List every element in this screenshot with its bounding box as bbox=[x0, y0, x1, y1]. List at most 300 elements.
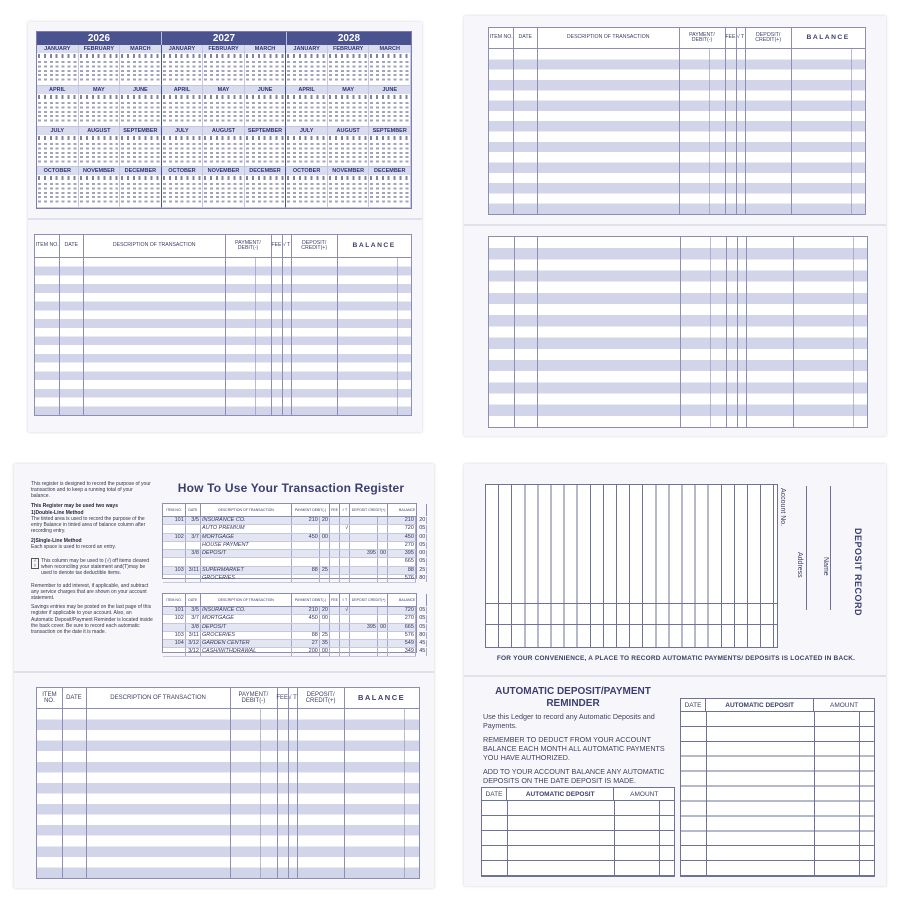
calendar-day-numbers bbox=[38, 182, 77, 204]
calendar-month bbox=[203, 127, 245, 168]
sample-cell-date: 3/11 bbox=[186, 632, 201, 639]
calendar-weekday-row bbox=[80, 95, 119, 99]
col-date-header: DATE bbox=[62, 688, 87, 708]
sample-cell-pay: 210 bbox=[292, 607, 320, 614]
calendar-month bbox=[79, 86, 121, 127]
howto-title: How To Use Your Transaction Register bbox=[177, 481, 405, 495]
calendar-day-numbers bbox=[246, 101, 285, 123]
calendar-month bbox=[328, 86, 370, 127]
calendar-day-numbers bbox=[246, 142, 285, 164]
sample-row bbox=[163, 550, 426, 558]
sample-cell-desc: GARDEN CENTER bbox=[201, 640, 292, 647]
calendar-year: 2026 bbox=[37, 32, 162, 45]
register-cents-divider bbox=[397, 258, 398, 415]
transaction-register-table bbox=[36, 687, 420, 879]
register-column-divider bbox=[737, 237, 738, 427]
sample-row bbox=[163, 566, 426, 575]
auto-table-divider bbox=[507, 801, 508, 876]
register-cents-divider bbox=[709, 49, 710, 214]
register-body bbox=[489, 49, 865, 214]
register-rows bbox=[489, 49, 865, 214]
col-description-header: DESCRIPTION OF TRANSACTION bbox=[537, 28, 680, 48]
howto-instructions bbox=[31, 481, 153, 638]
register-body bbox=[489, 237, 867, 427]
sample-cell-payc bbox=[320, 525, 330, 532]
sample-cell-item: 102 bbox=[163, 534, 186, 541]
sample-cell-balc: 20 bbox=[416, 517, 427, 524]
calendar-day-numbers bbox=[370, 101, 409, 123]
sample-cell-bal: 576 bbox=[388, 632, 416, 639]
sample-cell-pay: 27 bbox=[292, 640, 320, 647]
calendar-weekday-row bbox=[80, 176, 119, 180]
col-balance-header: BALANCE bbox=[357, 693, 406, 703]
col-deposit-header: DEPOSIT/ CREDIT(+) bbox=[297, 688, 345, 708]
sample-cell-payc bbox=[320, 558, 330, 565]
auto-table-divider bbox=[814, 712, 815, 876]
register-column-divider bbox=[791, 49, 792, 214]
sample-cell-fee bbox=[330, 615, 340, 622]
sample-cell-payc: 00 bbox=[321, 648, 328, 655]
sample-cell-fee bbox=[330, 607, 340, 614]
sample-cell-depc bbox=[378, 648, 388, 655]
calendar-month-name: JUNE bbox=[120, 86, 161, 94]
sample-row bbox=[163, 631, 426, 640]
calendar-month bbox=[79, 167, 121, 208]
register-column-divider bbox=[680, 237, 681, 427]
howto-savings: Savings entries may be posted on the last page of this register if applicable to your account. Also, an Automatic Deposit/Payment Reminder is located inside the back cover. Be sure to record each automatic transaction on the date it is made. bbox=[31, 604, 153, 636]
calendar-month-name: APRIL bbox=[286, 86, 327, 94]
sample-row bbox=[163, 640, 426, 648]
calendar-month bbox=[328, 167, 370, 208]
sample-cell-fee bbox=[330, 534, 340, 541]
calendar-month-name: JULY bbox=[37, 127, 78, 135]
sample-cell-item bbox=[163, 525, 186, 532]
sample-cell-date bbox=[186, 575, 201, 582]
page-fold bbox=[464, 224, 886, 226]
calendar-year: 2028 bbox=[337, 33, 361, 44]
calendar-month-name: DECEMBER bbox=[369, 167, 410, 175]
sample-cell-chk bbox=[340, 615, 350, 622]
calendar-month-name: MAY bbox=[328, 86, 369, 94]
sample-cell-pay: 210 bbox=[292, 517, 320, 524]
register-column-divider bbox=[62, 709, 63, 878]
sample-cell-fee bbox=[330, 648, 340, 655]
calendar-weekday-row bbox=[204, 95, 243, 99]
sample-row bbox=[163, 607, 426, 615]
sample-row bbox=[163, 541, 426, 550]
calendar-day-numbers bbox=[204, 60, 243, 82]
sample-cell-date: 3/5 bbox=[186, 517, 201, 524]
sample-header-cell: ITEM NO. bbox=[163, 594, 186, 606]
sample-cell-balc: 00 bbox=[416, 550, 427, 557]
sample-row bbox=[163, 575, 426, 583]
calendar-day-numbers bbox=[370, 142, 409, 164]
sample-cell-item bbox=[163, 575, 186, 582]
calendar-day-numbers bbox=[204, 142, 243, 164]
sample-cell-depc bbox=[378, 517, 388, 524]
calendar-weekday-row bbox=[163, 54, 202, 58]
sample-cell-fee bbox=[330, 558, 340, 565]
calendar-month-name: FEBRUARY bbox=[328, 45, 369, 53]
calendar-weekday-row bbox=[287, 176, 326, 180]
sample-cell-balc: 05 bbox=[416, 607, 427, 614]
sample-cell-payc: 25 bbox=[321, 566, 328, 573]
calendar-month bbox=[245, 45, 287, 86]
howto-single-title: 2)Single-Line Method bbox=[31, 537, 82, 544]
calendar-weekday-row bbox=[121, 54, 160, 58]
sample-cell-bal: 665 bbox=[388, 558, 416, 565]
calendar-weekday-row bbox=[370, 95, 409, 99]
register-column-divider bbox=[344, 709, 345, 878]
register-column-divider bbox=[297, 709, 298, 878]
calendar-month-name: FEBRUARY bbox=[203, 45, 244, 53]
sample-cell-balc: 45 bbox=[416, 648, 427, 655]
sample-cell-dep bbox=[350, 534, 378, 541]
calendar-month bbox=[369, 45, 411, 86]
calendar-month-name: AUGUST bbox=[79, 127, 120, 135]
automatic-deposit-table-small bbox=[481, 787, 675, 877]
calendar-month-name: JUNE bbox=[369, 86, 410, 94]
sample-cell-bal: 450 bbox=[388, 534, 416, 541]
sample-cell-depc: 00 bbox=[379, 623, 387, 630]
sample-cell-dep bbox=[350, 607, 378, 614]
auto-table-header-cell: DATE bbox=[681, 699, 706, 711]
sample-header-cell: FEE bbox=[330, 504, 340, 516]
register-column-divider bbox=[288, 709, 289, 878]
auto-table-header-cell: AMOUNT bbox=[829, 701, 859, 709]
sample-cell-fee bbox=[330, 640, 340, 647]
calendar-month bbox=[79, 45, 121, 86]
sample-cell-dep bbox=[350, 525, 378, 532]
sample-cell-bal: 576 bbox=[388, 575, 416, 582]
calendar-month bbox=[162, 127, 204, 168]
sample-cell-balc: 05 bbox=[416, 558, 427, 565]
register-column-divider bbox=[230, 709, 231, 878]
sample-cell-balc: 05 bbox=[416, 615, 427, 622]
deposit-record-grid bbox=[485, 484, 778, 648]
register-column-divider bbox=[537, 49, 538, 214]
sample-cell-balc: 05 bbox=[416, 624, 427, 631]
register-column-divider bbox=[514, 237, 515, 427]
calendar-weekday-row bbox=[246, 176, 285, 180]
calendar-day-numbers bbox=[163, 142, 202, 164]
sample-cell-fee bbox=[330, 517, 340, 524]
sample-row bbox=[163, 648, 426, 656]
calendar-month-name: MARCH bbox=[245, 45, 286, 53]
sample-cell-fee bbox=[330, 567, 340, 574]
calendar-month-name: MARCH bbox=[120, 45, 161, 53]
auto-table-divider bbox=[859, 712, 860, 876]
calendar-month bbox=[245, 127, 287, 168]
sample-row bbox=[163, 533, 426, 542]
sample-cell-pay: 88 bbox=[292, 632, 320, 639]
col-fee-header: FEE bbox=[271, 235, 283, 257]
calendar-month bbox=[203, 86, 245, 127]
sample-cell-pay: 450 bbox=[292, 534, 320, 541]
sample-row bbox=[163, 517, 426, 525]
col-date-header: DATE bbox=[59, 235, 84, 257]
sample-header-row bbox=[163, 504, 416, 517]
col-check-header: √ T bbox=[282, 235, 292, 257]
sample-cell-depc bbox=[378, 615, 388, 622]
sample-cell-date: 3/8 bbox=[186, 550, 201, 557]
calendar-month bbox=[328, 127, 370, 168]
deposit-record-box-line bbox=[830, 486, 831, 610]
calendar-weekday-row bbox=[38, 54, 77, 58]
howto-double-text: The tinted area is used to record the purpose of the entry Balance in tinted area of balance column after recording entry. bbox=[31, 516, 146, 535]
howto-two-ways: This Register may be used two ways bbox=[31, 502, 118, 509]
calendar-month bbox=[37, 167, 79, 208]
howto-double-title: 1)Double-Line Method bbox=[31, 509, 84, 516]
sample-cell-chk bbox=[340, 534, 350, 541]
calendar-month-name: MAY bbox=[79, 86, 120, 94]
calendar-month-name: NOVEMBER bbox=[79, 167, 120, 175]
sample-cell-dep bbox=[350, 615, 378, 622]
calendar-weekday-row bbox=[163, 176, 202, 180]
sample-cell-desc: MORTGAGE bbox=[201, 615, 292, 622]
sample-cell-dep bbox=[350, 632, 378, 639]
register-column-divider bbox=[282, 258, 283, 415]
sample-cell-dep: 395 bbox=[350, 624, 378, 631]
col-deposit-header: DEPOSIT/ CREDIT(+) bbox=[745, 28, 792, 48]
calendar-weekday-row bbox=[246, 136, 285, 140]
deposit-grid-line bbox=[486, 603, 777, 604]
sample-header-cell: PAYMENT DEBIT(-) bbox=[292, 594, 330, 606]
register-column-divider bbox=[83, 258, 84, 415]
calendar-month bbox=[120, 86, 162, 127]
calendar-month bbox=[245, 86, 287, 127]
col-item-no-header: ITEM NO. bbox=[37, 688, 63, 708]
col-deposit-header: DEPOSIT/ CREDIT(+) bbox=[291, 235, 338, 257]
sample-cell-payc bbox=[320, 575, 330, 582]
calendar-2026-2028 bbox=[36, 31, 412, 209]
auto-table-rows bbox=[482, 801, 674, 876]
sample-cell-payc: 00 bbox=[321, 615, 328, 622]
sample-cell-desc: INSURANCE CO. bbox=[201, 517, 292, 524]
calendar-month bbox=[203, 167, 245, 208]
calendar-month-name: JULY bbox=[286, 127, 327, 135]
calendar-day-numbers bbox=[370, 182, 409, 204]
calendar-month bbox=[37, 45, 79, 86]
calendar-weekday-row bbox=[121, 95, 160, 99]
register-column-divider bbox=[746, 237, 747, 427]
sample-cell-payc: 00 bbox=[321, 533, 328, 540]
sample-cell-bal: 88 bbox=[388, 567, 416, 574]
sample-cell-bal: 395 bbox=[388, 550, 416, 557]
sample-cell-bal: 720 bbox=[388, 607, 416, 614]
auto-table-divider bbox=[706, 712, 707, 876]
col-payment-header: PAYMENT/ DEBIT(-) bbox=[230, 688, 277, 708]
sample-cell-bal: 270 bbox=[388, 615, 416, 622]
col-item-no-header: ITEM NO. bbox=[35, 235, 60, 257]
register-rows bbox=[489, 237, 867, 427]
sample-cell-chk bbox=[340, 542, 350, 549]
deposit-record-box-line bbox=[806, 486, 807, 610]
sample-cell-desc: CASH/WITHDRAWAL bbox=[201, 648, 292, 655]
calendar-day-numbers bbox=[329, 182, 368, 204]
calendar-weekday-row bbox=[287, 95, 326, 99]
calendar-day-numbers bbox=[80, 101, 119, 123]
name-label: Name bbox=[822, 557, 829, 576]
sample-cell-desc: MORTGAGE bbox=[201, 534, 292, 541]
sample-cell-date bbox=[186, 542, 201, 549]
sample-cell-item bbox=[163, 550, 186, 557]
sample-register-single-line bbox=[162, 593, 426, 655]
auto-table-rows bbox=[681, 712, 874, 876]
calendar-month-name: SEPTEMBER bbox=[245, 127, 286, 135]
sample-cell-dep bbox=[350, 542, 378, 549]
auto-table-divider bbox=[614, 801, 615, 876]
sample-cell-fee bbox=[330, 550, 340, 557]
sample-cell-pay bbox=[292, 575, 320, 582]
calendar-month-name: OCTOBER bbox=[286, 167, 327, 175]
sample-cell-desc: SUPERMARKET bbox=[201, 567, 292, 574]
sample-cell-pay bbox=[292, 542, 320, 549]
sample-cell-item bbox=[163, 542, 186, 549]
howto-column-note-text: This column may be used to (√) off items cleared when reconciling your statement and(T)may be used to denote tax deductible items. bbox=[41, 558, 149, 577]
calendar-month-name: DECEMBER bbox=[245, 167, 286, 175]
sample-header-cell: DESCRIPTION OF TRANSACTION bbox=[201, 594, 292, 606]
col-fee-header: FEE bbox=[725, 28, 737, 48]
sample-cell-desc: AUTO PREMIUM bbox=[201, 525, 292, 532]
calendar-weekday-row bbox=[329, 136, 368, 140]
sample-cell-depc bbox=[378, 534, 388, 541]
sample-cell-item bbox=[163, 648, 186, 655]
sample-cell-desc: INSURANCE CO. bbox=[201, 607, 292, 614]
register-cents-divider bbox=[710, 237, 711, 427]
calendar-month-name: MARCH bbox=[369, 45, 410, 53]
sample-cell-balc: 80 bbox=[416, 575, 427, 582]
auto-table-header bbox=[482, 788, 674, 801]
calendar-weekday-row bbox=[246, 95, 285, 99]
sample-header-cell: FEE bbox=[330, 594, 340, 606]
howto-single-text: Each space is used to record an entry. bbox=[31, 543, 116, 550]
calendar-weekday-row bbox=[38, 176, 77, 180]
register-header-row bbox=[35, 235, 411, 258]
sample-header-cell: DATE bbox=[186, 594, 201, 606]
sample-cell-balc: 80 bbox=[416, 632, 427, 639]
calendar-month-name: FEBRUARY bbox=[79, 45, 120, 53]
transaction-register-table bbox=[488, 27, 866, 215]
page-fold bbox=[14, 671, 434, 673]
page-fold bbox=[28, 218, 422, 220]
calendar-month-name: JANUARY bbox=[286, 45, 327, 53]
sample-header-cell: DATE bbox=[186, 504, 201, 516]
sample-cell-desc: GROCERIES bbox=[201, 575, 292, 582]
sample-row bbox=[163, 558, 426, 566]
calendar-day-numbers bbox=[80, 182, 119, 204]
calendar-day-numbers bbox=[287, 182, 326, 204]
col-item-no-header: ITEM NO. bbox=[489, 28, 514, 48]
calendar-month bbox=[203, 45, 245, 86]
calendar-year-bar bbox=[37, 32, 411, 45]
auto-reminder-p2: REMEMBER TO DEDUCT FROM YOUR ACCOUNT BALANCE EACH MONTH ALL AUTOMATIC PAYMENTS YOU HAVE AUTHORIZED. bbox=[483, 735, 665, 762]
sample-cell-date: 3/7 bbox=[186, 615, 201, 622]
sample-cell-bal: 665 bbox=[388, 624, 416, 631]
calendar-month-name: JANUARY bbox=[162, 45, 203, 53]
calendar-weekday-row bbox=[163, 136, 202, 140]
register-header-row bbox=[489, 28, 865, 49]
calendar-month bbox=[120, 127, 162, 168]
auto-table-header-cell: AUTOMATIC DEPOSIT bbox=[507, 788, 615, 800]
automatic-deposit-table-large bbox=[680, 698, 875, 877]
col-description-header: DESCRIPTION OF TRANSACTION bbox=[83, 235, 226, 257]
register-column-divider bbox=[793, 237, 794, 427]
sample-cell-payc: 35 bbox=[321, 640, 328, 647]
register-column-divider bbox=[745, 49, 746, 214]
sample-cell-payc: 20 bbox=[321, 607, 328, 613]
calendar-month bbox=[369, 86, 411, 127]
calendar-day-numbers bbox=[163, 60, 202, 82]
sample-cell-depc bbox=[378, 542, 388, 549]
howto-remember: Remember to add interest, if applicable, and subtract any service charges that are shown on your account statement. bbox=[31, 582, 149, 602]
calendar-month bbox=[162, 167, 204, 208]
calendar-month bbox=[37, 86, 79, 127]
sample-cell-chk: √ bbox=[340, 525, 350, 532]
calendar-month-name: JANUARY bbox=[37, 45, 78, 53]
calendar-month-name: OCTOBER bbox=[162, 167, 203, 175]
calendar-month-name: AUGUST bbox=[203, 127, 244, 135]
calendar-month-name: NOVEMBER bbox=[328, 167, 369, 175]
auto-reminder-title: AUTOMATIC DEPOSIT/PAYMENT REMINDER bbox=[495, 686, 651, 709]
sample-cell-dep bbox=[350, 558, 378, 565]
deposit-record-title: DEPOSIT RECORD bbox=[853, 528, 863, 617]
sample-cell-payc bbox=[320, 550, 330, 557]
sample-rows bbox=[163, 607, 426, 657]
calendar-weekday-row bbox=[329, 176, 368, 180]
register-column-divider bbox=[59, 258, 60, 415]
sample-header-cell: PAYMENT DEBIT(-) bbox=[292, 504, 330, 516]
calendar-day-numbers bbox=[287, 101, 326, 123]
calendar-month-name: JULY bbox=[162, 127, 203, 135]
auto-table-header-cell: AUTOMATIC DEPOSIT bbox=[706, 699, 814, 711]
calendar-weekday-row bbox=[287, 136, 326, 140]
calendar-month bbox=[369, 127, 411, 168]
sample-cell-desc: DEPOSIT bbox=[201, 550, 292, 557]
calendar-month bbox=[162, 86, 204, 127]
sample-cell-balc: 00 bbox=[416, 534, 427, 541]
register-body bbox=[37, 709, 419, 878]
register-cents-divider bbox=[260, 709, 261, 878]
sample-cell-bal: 549 bbox=[388, 640, 416, 647]
calendar-day-numbers bbox=[204, 182, 243, 204]
auto-table-header bbox=[681, 699, 874, 712]
sample-cell-date: 3/12 bbox=[186, 648, 201, 655]
sample-cell-payc bbox=[320, 624, 330, 631]
register-column-divider bbox=[337, 258, 338, 415]
sample-cell-desc bbox=[201, 558, 292, 565]
sample-cell-pay: 450 bbox=[292, 615, 320, 622]
auto-table-header-cell: AMOUNT bbox=[630, 790, 659, 798]
calendar-month bbox=[369, 167, 411, 208]
calendar-month bbox=[286, 127, 328, 168]
sample-cell-fee bbox=[330, 632, 340, 639]
calendar-month bbox=[37, 127, 79, 168]
sample-header-cell: DESCRIPTION OF TRANSACTION bbox=[201, 504, 292, 516]
page-fold bbox=[464, 675, 886, 677]
calendar-weekday-row bbox=[329, 95, 368, 99]
calendar-day-numbers bbox=[329, 101, 368, 123]
calendar-month-name: APRIL bbox=[162, 86, 203, 94]
col-description-header: DESCRIPTION OF TRANSACTION bbox=[86, 688, 231, 708]
calendar-weekday-row bbox=[80, 54, 119, 58]
sample-cell-bal: 270 bbox=[388, 542, 416, 549]
sample-row bbox=[163, 623, 426, 632]
register-column-divider bbox=[291, 258, 292, 415]
sample-cell-date bbox=[186, 525, 201, 532]
sample-header-cell: DEPOSIT CREDIT(+) bbox=[350, 594, 388, 606]
calendar-day-numbers bbox=[287, 142, 326, 164]
